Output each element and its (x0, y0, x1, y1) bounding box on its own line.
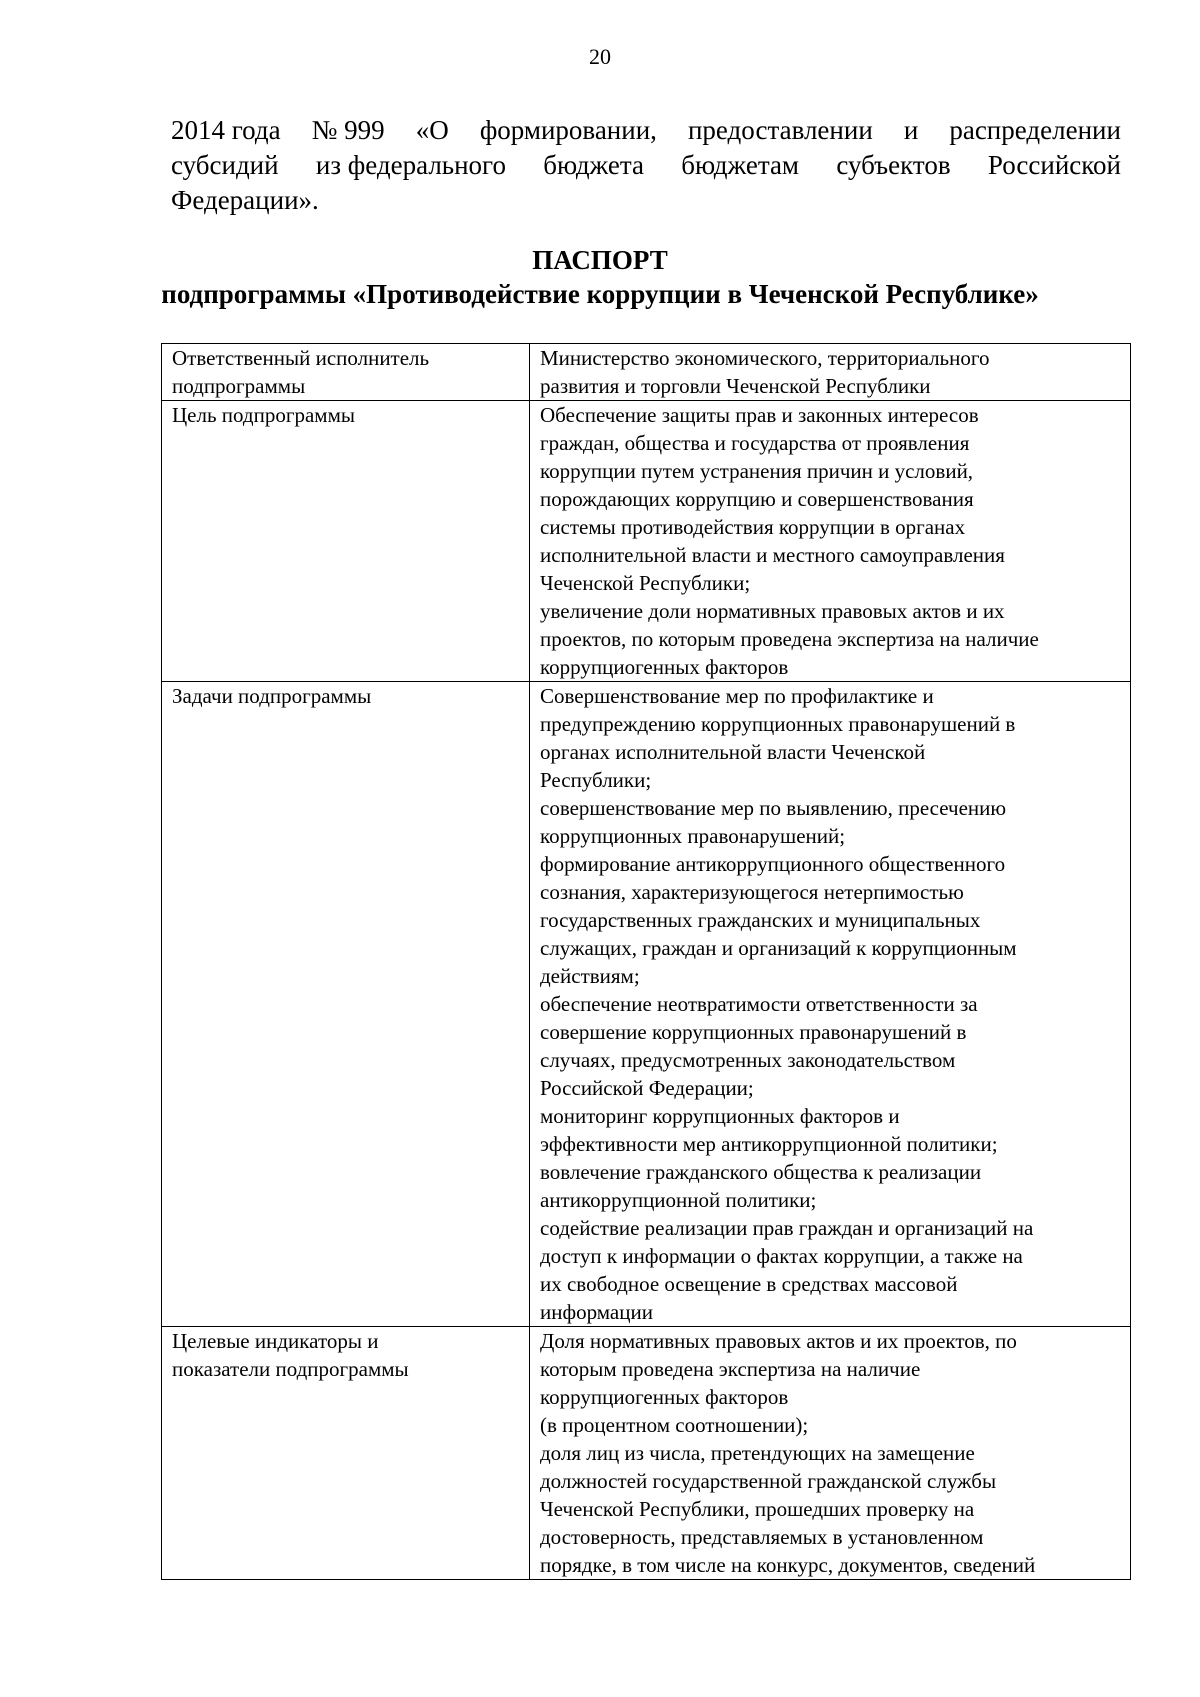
passport-table (161, 343, 1131, 1580)
row-value-cell (530, 682, 1131, 1327)
intro-word: Федерации». (171, 185, 319, 215)
row-label-cell (162, 344, 530, 401)
row-value-line: случаях, предусмотренных законодательством (540, 1048, 956, 1072)
row-value-line: проектов, по которым проведена экспертиза на наличие (540, 627, 1039, 651)
row-value-line: государственных гражданских и муниципальных (540, 908, 981, 932)
row-value-line: Доля нормативных правовых актов и их проектов, по (540, 1329, 1017, 1353)
row-label-cell (162, 682, 530, 1327)
row-value-line: доля лиц из числа, претендующих на замещение (540, 1441, 975, 1465)
table-row (162, 1327, 1131, 1580)
intro-word: предоставлении (687, 115, 873, 145)
row-value-line: Обеспечение защиты прав и законных интересов (540, 403, 979, 427)
intro-word: распределении (949, 115, 1121, 145)
row-label-line: Задачи подпрограммы (172, 684, 372, 708)
row-value-line: системы противодействия коррупции в органах (540, 515, 966, 539)
row-value-line: порождающих коррупцию и совершенствования (540, 487, 974, 511)
row-label-line: Цель подпрограммы (172, 403, 355, 427)
passport-subtitle: подпрограммы «Противодействие коррупции в Чеченской Республике» (161, 279, 1039, 309)
row-label-line: Целевые индикаторы и (172, 1329, 379, 1353)
intro-word: формировании, (479, 115, 657, 145)
row-value-line: мониторинг коррупционных факторов и (540, 1104, 900, 1128)
row-value-line: эффективности мер антикоррупционной политики; (540, 1132, 998, 1156)
row-value-line: формирование антикоррупционного общественного (540, 852, 1006, 876)
row-value-line: информации (540, 1300, 653, 1324)
row-value-cell (530, 1327, 1131, 1580)
row-value-line: вовлечение гражданского общества к реализации (540, 1160, 982, 1184)
row-value-line: которым проведена экспертиза на наличие (540, 1357, 921, 1381)
intro-line (171, 113, 1121, 148)
row-value-line: совершенствование мер по выявлению, пресечению (540, 796, 1007, 820)
row-value-line: Российской Федерации; (540, 1076, 754, 1100)
row-value-line: (в процентном соотношении); (540, 1413, 809, 1437)
row-value-line: коррупционных правонарушений; (540, 824, 846, 848)
table-row (162, 344, 1131, 401)
row-value-line: Чеченской Республики, прошедших проверку на (540, 1497, 975, 1521)
row-label-line: Ответственный исполнитель (172, 346, 430, 370)
row-value-line: доступ к информации о фактах коррупции, а также на (540, 1244, 1023, 1268)
row-value-line: Совершенствование мер по профилактике и (540, 684, 934, 708)
intro-paragraph (171, 113, 1121, 218)
row-value-line: коррупции путем устранения причин и условий, (540, 459, 974, 483)
intro-word: из федерального (315, 150, 506, 180)
intro-word: «О (415, 115, 449, 145)
row-label-line: подпрограммы (172, 374, 306, 398)
intro-word: субсидий (171, 150, 279, 180)
intro-line (171, 183, 1121, 218)
passport-title: ПАСПОРТ (532, 245, 668, 275)
row-value-line: обеспечение неотвратимости ответственности за (540, 992, 978, 1016)
row-value-line: увеличение доли нормативных правовых актов и их (540, 599, 1005, 623)
intro-word: бюджета (543, 150, 644, 180)
row-label-line: показатели подпрограммы (172, 1357, 409, 1381)
row-value-line: их свободное освещение в средствах массовой (540, 1272, 958, 1296)
row-value-line: коррупциогенных факторов (540, 655, 789, 679)
page-number: 20 (589, 44, 611, 69)
row-label-cell (162, 401, 530, 682)
row-value-line: органах исполнительной власти Чеченской (540, 740, 926, 764)
row-value-line: исполнительной власти и местного самоуправления (540, 543, 1005, 567)
row-value-line: коррупциогенных факторов (540, 1385, 789, 1409)
row-value-line: сознания, характеризующегося нетерпимостью (540, 880, 964, 904)
row-label-cell (162, 1327, 530, 1580)
row-value-cell (530, 344, 1131, 401)
intro-word: и (903, 115, 919, 145)
row-value-line: Чеченской Республики; (540, 571, 751, 595)
intro-word: № 999 (311, 115, 385, 145)
row-value-line: порядке, в том числе на конкурс, документов, сведений (540, 1553, 1036, 1577)
row-value-line: развития и торговли Чеченской Республики (540, 374, 931, 398)
intro-word: бюджетам (681, 150, 800, 180)
table-row (162, 682, 1131, 1327)
row-value-line: служащих, граждан и организаций к коррупционным (540, 936, 1017, 960)
table-row (162, 401, 1131, 682)
row-value-line: предупреждению коррупционных правонарушений в (540, 712, 1016, 736)
row-value-line: граждан, общества и государства от проявления (540, 431, 970, 455)
row-value-cell (530, 401, 1131, 682)
intro-word: Российской (987, 150, 1121, 180)
intro-line (171, 148, 1121, 183)
intro-word: 2014 года (171, 115, 281, 145)
intro-word: субъектов (836, 150, 951, 180)
row-value-line: достоверность, представляемых в установленном (540, 1525, 984, 1549)
row-value-line: совершение коррупционных правонарушений в (540, 1020, 967, 1044)
row-value-line: содействие реализации прав граждан и организаций на (540, 1216, 1034, 1240)
row-value-line: Республики; (540, 768, 652, 792)
row-value-line: действиям; (540, 964, 640, 988)
row-value-line: Министерство экономического, территориального (540, 346, 990, 370)
row-value-line: антикоррупционной политики; (540, 1188, 817, 1212)
row-value-line: должностей государственной гражданской службы (540, 1469, 997, 1493)
